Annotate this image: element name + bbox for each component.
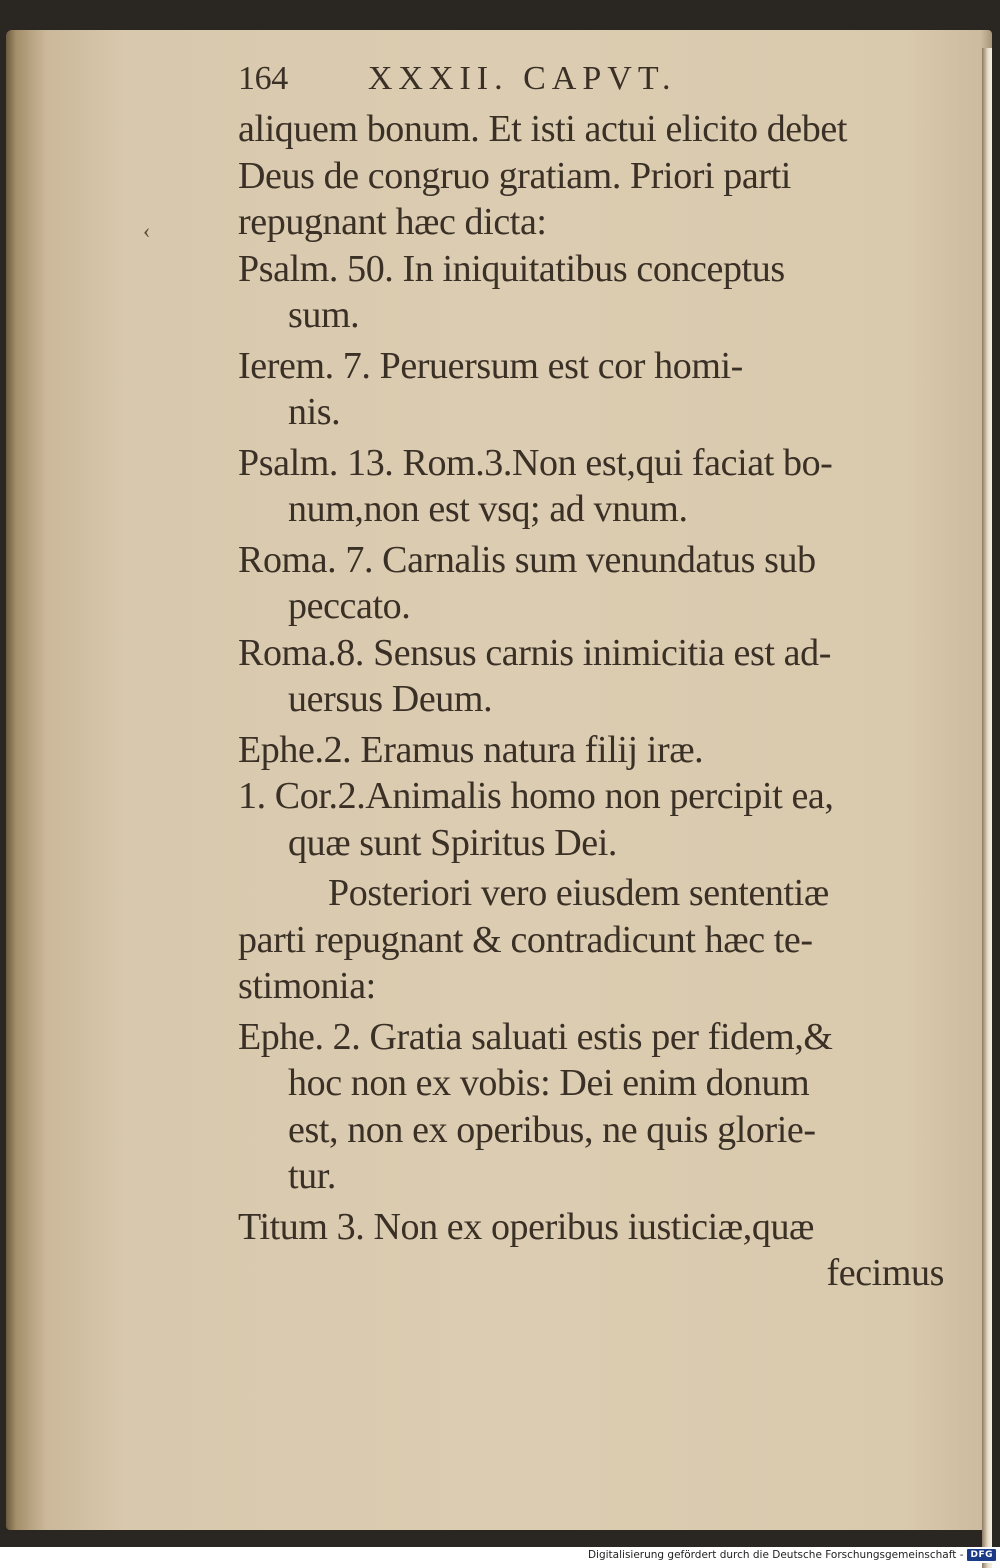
page-header [238,52,948,106]
running-title: XXXII. CAPVT. [367,60,677,97]
text-line: nis. [288,391,341,433]
footer-credit: Digitalisierung gefördert durch die Deutsche Forschungsgemeinschaft - [587,1549,964,1561]
text-line: repugnant hæc dicta: [238,201,547,243]
text-line: Titum 3. Non ex operibus iusticiæ,quæ [238,1205,814,1248]
text-line: sum. [288,294,360,336]
text-line: peccato. [288,585,411,627]
text-line: est, non ex operibus, ne quis glorie- [288,1108,816,1151]
text-line: aliquem bonum. Et isti actui elicito debet [238,108,847,150]
text-line: 1. Cor.2.Animalis homo non percipit ea, [238,775,834,817]
text-line: num,non est vsq; ad vnum. [288,488,688,530]
text-line: Posteriori vero eiusdem sententiæ [328,872,829,914]
dfg-logo: DFG [967,1549,996,1561]
text-line: Deus de congruo gratiam. Priori parti [238,154,791,197]
catchword: fecimus [826,1252,944,1294]
text-line: stimonia: [238,965,376,1007]
text-line: tur. [288,1155,337,1197]
margin-mark: ‹ [143,218,151,243]
text-line: Psalm. 50. In iniquitatibus conceptus [238,247,785,290]
text-line: uersus Deum. [288,678,493,720]
digitization-footer [0,1547,1000,1563]
text-line: Ierem. 7. Peruersum est cor homi- [238,344,743,387]
text-line: Roma. 7. Carnalis sum venundatus sub [238,538,816,581]
text-line: Roma.8. Sensus carnis inimicitia est ad- [238,631,831,674]
text-line: quæ sunt Spiritus Dei. [288,821,618,864]
text-line: Ephe.2. Eramus natura filij iræ. [238,728,704,771]
text-line: Psalm. 13. Rom.3.Non est,qui faciat bo- [238,441,833,484]
text-block [238,52,948,1297]
text-line: Ephe. 2. Gratia saluati estis per fidem,& [238,1015,833,1058]
page-number: 164 [238,60,288,97]
page-edge [982,48,992,1568]
text-line: parti repugnant & contradicunt hæc te- [238,918,813,961]
text-line: hoc non ex vobis: Dei enim donum [288,1062,810,1104]
